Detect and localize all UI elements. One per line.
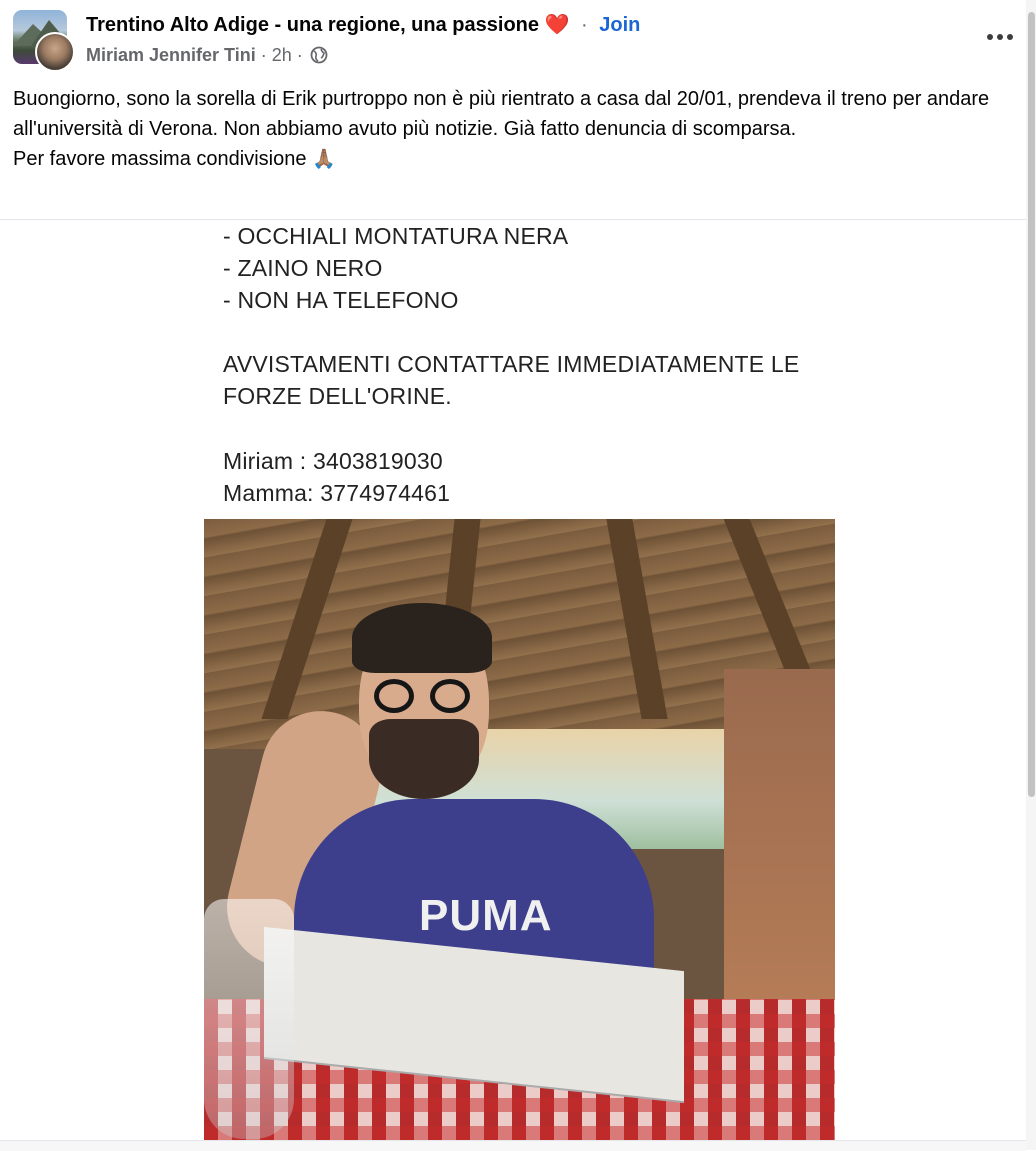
post-text-paragraph: [13, 144, 1023, 175]
post-meta-row: [86, 43, 328, 70]
separator: ·: [581, 14, 588, 36]
poster-line: AVVISTAMENTI CONTATTARE IMMEDIATAMENTE LE: [223, 351, 800, 377]
poster-line: FORZE DELL'ORINE.: [223, 383, 452, 409]
scrollbar-thumb[interactable]: [1028, 12, 1035, 797]
post-header: [0, 0, 1026, 80]
separator: ·: [260, 45, 267, 65]
more-options-icon[interactable]: [985, 24, 1015, 50]
post-text-line: Per favore massima condivisione: [13, 148, 307, 170]
wine-glass: [204, 899, 294, 1139]
poster-line: - NON HA TELEFONO: [223, 287, 459, 313]
post-timestamp[interactable]: 2h: [271, 45, 292, 65]
pray-icon: 🙏🏽: [312, 149, 336, 170]
glasses-icon: [374, 679, 474, 715]
post-body: [13, 84, 1023, 175]
poster-line: Mamma: 3774974461: [223, 480, 451, 506]
poster-line: - ZAINO NERO: [223, 255, 383, 281]
join-button[interactable]: Join: [599, 14, 641, 36]
shirt-logo: PUMA: [419, 891, 553, 940]
bottom-edge: [0, 1140, 1026, 1151]
poster-line: - OCCHIALI MONTATURA NERA: [223, 223, 569, 249]
post-text-paragraph: Buongiorno, sono la sorella di Erik purtroppo non è più rientrato a casa dal 20/01, prendeva il treno per andare all'università di Verona. Non abbiamo avuto più notizie. Già fatto denuncia di scomparsa.: [13, 88, 990, 140]
beard: [369, 719, 479, 799]
post-title-row: [86, 12, 640, 38]
heart-icon: ❤️: [544, 14, 570, 36]
hair: [352, 603, 492, 673]
separator: ·: [296, 45, 303, 65]
group-name-link[interactable]: Trentino Alto Adige - una regione, una passione: [86, 14, 539, 36]
missing-person-photo: [204, 519, 835, 1140]
author-avatar[interactable]: [35, 32, 75, 72]
brick-wall: [724, 669, 835, 1009]
author-name-link[interactable]: Miriam Jennifer Tini: [86, 45, 256, 65]
poster-line: Miriam : 3403819030: [223, 448, 443, 474]
globe-icon[interactable]: [310, 46, 328, 70]
post-image[interactable]: [0, 220, 1026, 1140]
